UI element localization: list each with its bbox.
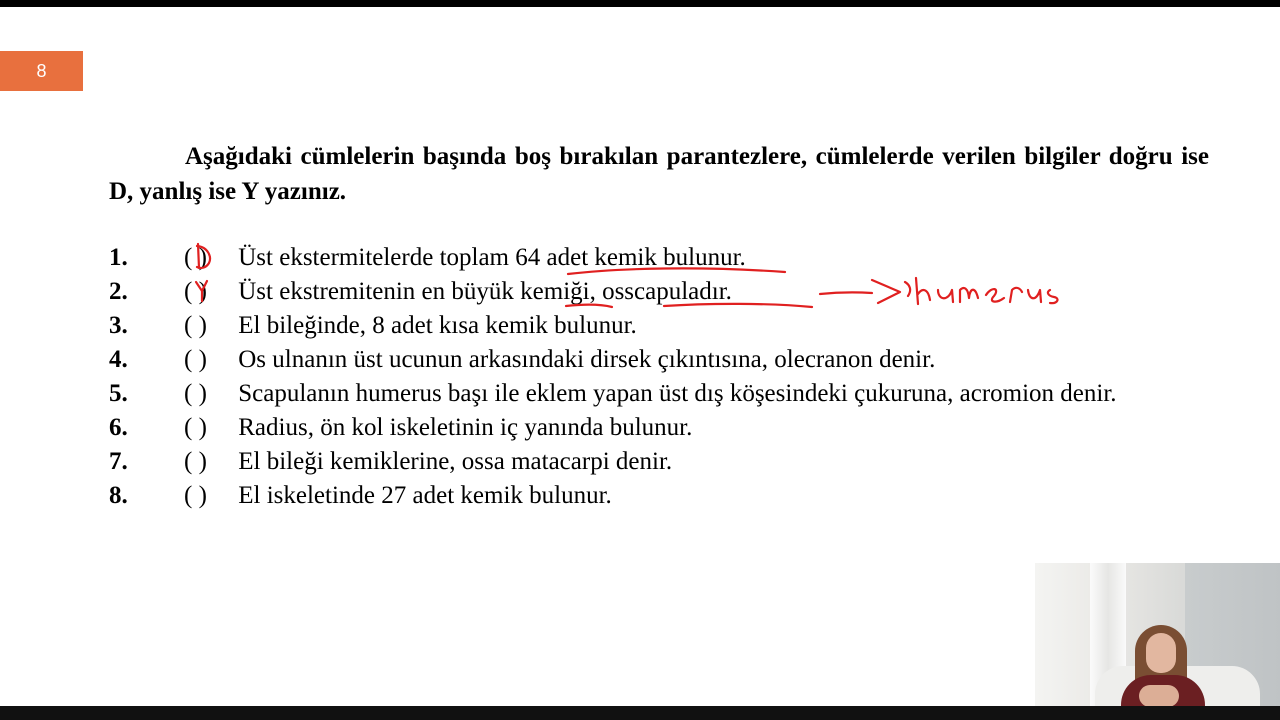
question-list bbox=[109, 241, 1209, 513]
question-number: 1. bbox=[109, 244, 128, 271]
question-8 bbox=[109, 479, 1209, 513]
question-text: Üst ekstremitenin en büyük kemiği, osscapuladır. bbox=[238, 278, 732, 305]
question-2 bbox=[109, 275, 1209, 309]
slide-number-badge: 8 bbox=[0, 51, 83, 91]
question-4 bbox=[109, 343, 1209, 377]
question-text: El bileğinde, 8 adet kısa kemik bulunur. bbox=[238, 312, 637, 339]
answer-paren: ( ) bbox=[184, 312, 207, 339]
webcam-presenter-hands bbox=[1139, 685, 1179, 707]
answer-paren: ( ) bbox=[184, 448, 207, 475]
question-number: 8. bbox=[109, 482, 128, 509]
answer-paren: ( ) bbox=[184, 482, 207, 509]
question-text: El iskeletinde 27 adet kemik bulunur. bbox=[238, 482, 612, 509]
question-3 bbox=[109, 309, 1209, 343]
webcam-presenter-face bbox=[1146, 633, 1176, 673]
question-text: Radius, ön kol iskeletinin iç yanında bulunur. bbox=[238, 414, 693, 441]
question-5 bbox=[109, 377, 1209, 411]
question-number: 4. bbox=[109, 346, 128, 373]
top-bar bbox=[0, 0, 1280, 7]
webcam-overlay bbox=[1035, 563, 1280, 720]
answer-paren: ( ) bbox=[184, 380, 207, 407]
answer-paren: ( ) bbox=[184, 278, 207, 305]
question-number: 2. bbox=[109, 278, 128, 305]
question-text: Üst ekstermitelerde toplam 64 adet kemik bulunur. bbox=[238, 244, 746, 271]
question-6 bbox=[109, 411, 1209, 445]
question-1 bbox=[109, 241, 1209, 275]
question-text: El bileği kemiklerine, ossa matacarpi denir. bbox=[238, 448, 673, 475]
question-7 bbox=[109, 445, 1209, 479]
answer-paren: ( ) bbox=[184, 346, 207, 373]
question-number: 6. bbox=[109, 414, 128, 441]
bottom-bar bbox=[0, 706, 1280, 720]
question-number: 5. bbox=[109, 380, 128, 407]
question-number: 7. bbox=[109, 448, 128, 475]
answer-paren: ( ) bbox=[184, 414, 207, 441]
question-text: Os ulnanın üst ucunun arkasındaki dirsek çıkıntısına, olecranon denir. bbox=[238, 346, 936, 373]
answer-paren: ( ) bbox=[184, 244, 207, 271]
instructions-text: Aşağıdaki cümlelerin başında boş bırakılan parantezlere, cümlelerde verilen bilgiler doğru ise D, yanlış ise Y yazınız. bbox=[109, 143, 1209, 205]
question-number: 3. bbox=[109, 312, 128, 339]
question-text: Scapulanın humerus başı ile eklem yapan üst dış köşesindeki çukuruna, acromion denir. bbox=[238, 380, 1117, 407]
